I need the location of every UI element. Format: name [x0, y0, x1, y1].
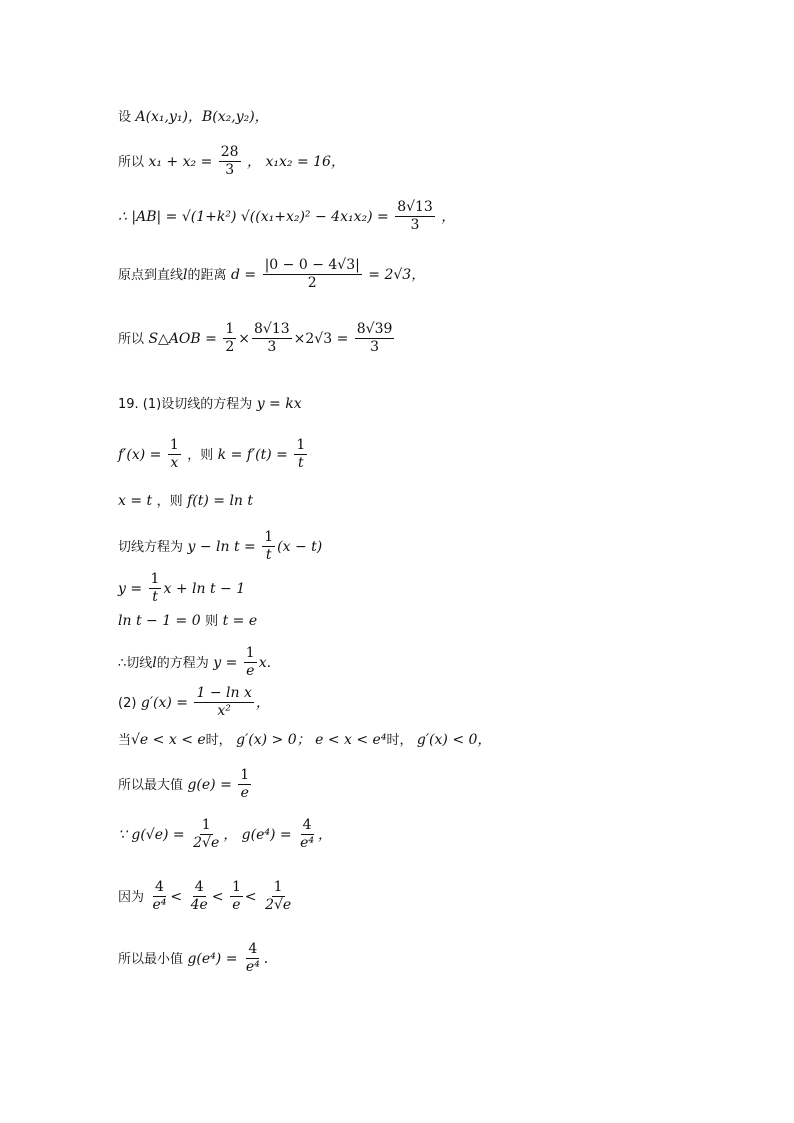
numerator: |0 − 0 − 4√3|	[263, 258, 362, 275]
denominator: 3	[410, 217, 420, 234]
math: ln t − 1 = 0	[118, 613, 201, 629]
numerator: 1	[262, 530, 275, 547]
fraction	[263, 880, 293, 914]
less-than: <	[170, 888, 183, 905]
math: y =	[118, 580, 143, 597]
math: ×2√3 =	[293, 330, 349, 347]
text: 原点到直线	[118, 267, 184, 283]
numerator: 8√13	[395, 200, 435, 217]
text: 因为	[118, 889, 145, 905]
numerator: 1	[272, 880, 285, 897]
math: ， g(e⁴) =	[223, 826, 292, 843]
denominator: e⁴	[300, 835, 315, 852]
fraction	[395, 200, 435, 234]
math: √e < x < e	[131, 732, 206, 748]
denominator: x	[170, 455, 179, 472]
text: 的方程为	[156, 655, 209, 671]
fraction	[263, 258, 362, 292]
denominator: e	[246, 663, 255, 680]
because-symbol: ∵	[118, 826, 127, 843]
line-7	[118, 438, 309, 472]
text: 所以最小值	[118, 951, 184, 967]
denominator: e	[240, 785, 249, 802]
denominator: 2	[307, 275, 317, 292]
fraction	[189, 880, 210, 914]
math: ，	[318, 826, 333, 843]
denominator: t	[152, 589, 158, 606]
line-4	[118, 258, 425, 292]
text: (2)	[118, 695, 137, 711]
math: .	[263, 950, 269, 967]
math: g′(x) =	[140, 694, 189, 711]
line-8	[118, 494, 253, 508]
fraction	[244, 942, 262, 976]
math: x₁ + x₂ =	[148, 153, 213, 170]
line-18	[118, 942, 268, 976]
fraction	[191, 818, 221, 852]
fraction	[230, 880, 243, 914]
line-5	[118, 322, 396, 356]
denominator: 3	[370, 339, 380, 356]
text: 设	[118, 110, 132, 125]
text: 当	[118, 733, 132, 748]
numerator: 1	[149, 572, 162, 589]
math: y = kx	[256, 396, 302, 412]
line-11	[118, 614, 257, 628]
line-16	[118, 818, 332, 852]
fraction	[168, 438, 181, 472]
math: ，	[255, 694, 270, 711]
math: |AB| = √(1+k²) √((x₁+x₂)² − 4x₁x₂) =	[131, 208, 389, 225]
math: x.	[258, 654, 272, 671]
numerator: 1	[238, 768, 251, 785]
fraction	[223, 322, 236, 356]
line-17	[118, 880, 295, 914]
math: f′(x) =	[118, 446, 162, 463]
fraction	[219, 145, 241, 179]
numerator: 1	[168, 438, 181, 455]
text: 切线方程为	[118, 539, 184, 555]
denominator: 2√e	[193, 835, 220, 852]
math: k = f′(t) =	[217, 446, 288, 463]
denominator: e⁴	[245, 959, 260, 976]
math: d =	[230, 266, 257, 283]
numerator: 4	[246, 942, 259, 959]
less-than: <	[211, 888, 224, 905]
text: 的距离	[187, 267, 227, 283]
numerator: 1 − ln x	[194, 686, 253, 703]
line-6	[118, 397, 302, 411]
math: S△AOB =	[148, 330, 217, 347]
denominator: 3	[225, 162, 235, 179]
fraction	[244, 646, 257, 680]
line-10	[118, 572, 245, 606]
times: ×	[238, 330, 250, 347]
variable: l	[183, 266, 188, 283]
fraction	[355, 322, 395, 356]
math: = 2√3，	[368, 266, 426, 283]
math: ，	[441, 208, 456, 225]
text: 所以最大值	[118, 777, 184, 793]
text: 时，	[386, 733, 413, 748]
line-12	[118, 646, 271, 680]
line-13	[118, 686, 270, 720]
fraction	[149, 572, 162, 606]
math: g(e) =	[187, 776, 232, 793]
line-9	[118, 530, 322, 564]
fraction	[252, 322, 292, 356]
numerator: 8√13	[252, 322, 292, 339]
math: y − ln t =	[187, 538, 256, 555]
line-2	[118, 145, 345, 179]
math: g(e⁴) =	[187, 950, 238, 967]
line-3	[118, 200, 455, 234]
numerator: 1	[200, 818, 213, 835]
denominator: 2	[225, 339, 235, 356]
text: 所以	[118, 154, 145, 170]
denominator: 2√e	[265, 897, 292, 914]
denominator: t	[265, 547, 272, 564]
math: g(√e) =	[131, 826, 185, 843]
text: ，则	[187, 447, 214, 463]
text: ∴切线	[118, 655, 153, 671]
text: 则	[205, 614, 219, 629]
therefore-symbol: ∴	[118, 208, 127, 225]
numerator: 28	[219, 145, 241, 162]
text: 时，	[205, 733, 232, 748]
fraction	[150, 880, 168, 914]
math: f(t) = ln t	[187, 493, 254, 509]
math: g′(x) > 0； e < x < e⁴	[236, 732, 387, 748]
variable: l	[152, 654, 157, 671]
line-1	[118, 110, 269, 124]
numerator: 8√39	[355, 322, 395, 339]
denominator: t	[297, 455, 304, 472]
numerator: 4	[301, 818, 314, 835]
text: ，则	[156, 494, 183, 509]
fraction	[194, 686, 253, 720]
line-15	[118, 768, 253, 802]
numerator: 1	[294, 438, 307, 455]
math: y =	[213, 654, 238, 671]
denominator: 4e	[190, 897, 208, 914]
math: (x − t)	[277, 538, 323, 555]
numerator: 4	[153, 880, 166, 897]
less-than: <	[244, 888, 257, 905]
denominator: 3	[267, 339, 277, 356]
math: A(x₁,y₁)，B(x₂,y₂)，	[135, 109, 269, 125]
numerator: 1	[223, 322, 236, 339]
fraction	[294, 438, 307, 472]
denominator: e⁴	[152, 897, 167, 914]
math: x = t	[118, 493, 153, 509]
math: ， x₁x₂ = 16，	[247, 153, 345, 170]
line-14	[118, 733, 491, 747]
numerator: 4	[193, 880, 206, 897]
math: x + ln t − 1	[163, 580, 246, 597]
fraction	[298, 818, 316, 852]
text: 所以	[118, 331, 145, 347]
fraction	[238, 768, 251, 802]
denominator: x²	[217, 703, 231, 720]
fraction	[262, 530, 275, 564]
numerator: 1	[230, 880, 243, 897]
math: g′(x) < 0，	[416, 732, 492, 748]
text: 19. (1)设切线的方程为	[118, 397, 253, 412]
math: t = e	[222, 613, 258, 629]
denominator: e	[232, 897, 241, 914]
numerator: 1	[244, 646, 257, 663]
